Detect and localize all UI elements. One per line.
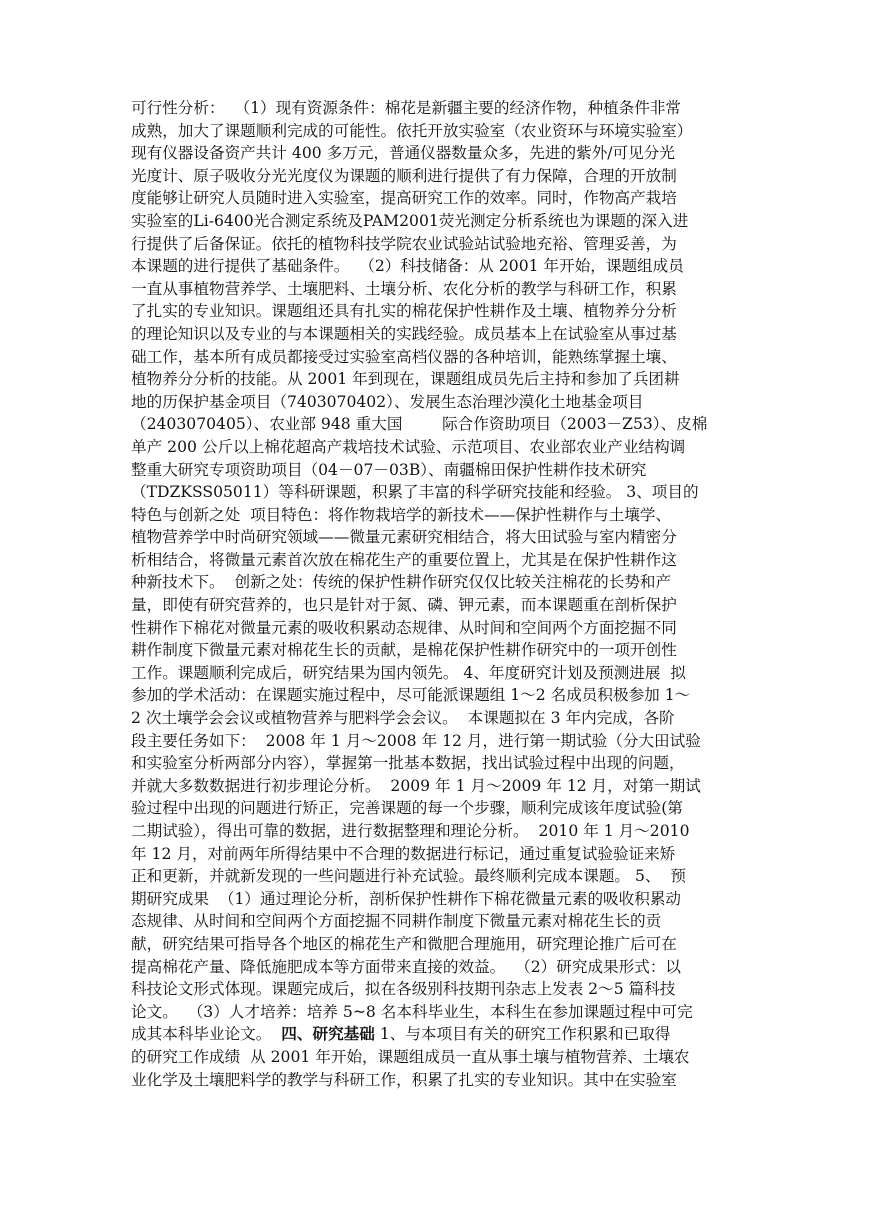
text-line: 实验室的Li-6400光合测定系统及PAM2001荧光测定分析系统也为课题的深入进	[131, 211, 689, 230]
text-line: 一直从事植物营养学、土壤肥料、土壤分析、农化分析的教学与科研工作，积累	[131, 279, 677, 298]
text-line: 态规律、从时间和空间两个方面挖掘不同耕作制度下微量元素对棉花生长的贡	[131, 912, 662, 931]
text-line: 论文。 （3）人才培养：培养 5~8 名本科毕业生，本科生在参加课题过程中可完	[131, 1002, 693, 1021]
text-line: 整重大研究专项资助项目（04－07－03B）、南疆棉田保护性耕作技术研究	[131, 460, 647, 479]
text-line: 植物养分分析的技能。从 2001 年到现在，课题组成员先后主持和参加了兵团耕	[131, 370, 680, 389]
text-line: 性耕作下棉花对微量元素的吸收积累动态规律、从时间和空间两个方面挖掘不同	[131, 618, 677, 637]
text-segment: 1、与本项目有关的研究工作积累和已取得	[379, 1025, 671, 1044]
text-line: 度能够让研究人员随时进入实验室，提高研究工作的效率。同时，作物高产栽培	[131, 189, 677, 208]
text-line: 析相结合，将微量元素首次放在棉花生产的重要位置上，尤其是在保护性耕作这	[131, 550, 677, 569]
text-line: 的研究工作成绩 从 2001 年开始，课题组成员一直从事土壤与植物营养、土壤农	[131, 1047, 690, 1066]
text-line: 行提供了后备保证。依托的植物科技学院农业试验站试验地充裕、管理妥善，为	[131, 234, 677, 253]
text-line: 特色与创新之处 项目特色：将作物栽培学的新技术——保护性耕作与土壤学、	[131, 505, 672, 524]
text-line: 献，研究结果可指导各个地区的棉花生产和微肥合理施用，研究理论推广后可在	[131, 934, 677, 953]
text-line: 的理论知识以及专业的与本课题相关的实践经验。成员基本上在试验室从事过基	[131, 324, 677, 343]
text-line: 单产 200 公斤以上棉花超高产栽培技术试验、示范项目、农业部农业产业结构调	[131, 437, 686, 456]
text-line: 现有仪器设备资产共计 400 多万元，普通仪器数量众多，先进的紫外/可见分光	[131, 144, 675, 163]
text-line: 二期试验），得出可靠的数据，进行数据整理和理论分析。 2010 年 1 月～2010	[131, 822, 690, 840]
text-line: 并就大多数数据进行初步理论分析。 2009 年 1 月～2009 年 12 月，对第一期试	[131, 776, 701, 795]
text-line	[131, 1023, 743, 1046]
text-line: 础工作，基本所有成员都接受过实验室高档仪器的各种培训，能熟练掌握土壤、	[131, 347, 677, 366]
text-line: 业化学及土壤肥料学的教学与科研工作，积累了扎实的专业知识。其中在实验室	[131, 1070, 677, 1089]
text-line: 耕作制度下微量元素对棉花生长的贡献，是棉花保护性耕作研究中的一项开创性	[131, 641, 677, 660]
text-line: 和实验室分析两部分内容），掌握第一批基本数据，找出试验过程中出现的问题，	[131, 754, 685, 773]
text-line: 可行性分析： （1）现有资源条件：棉花是新疆主要的经济作物，种植条件非常	[131, 99, 682, 117]
body-text	[131, 97, 743, 1091]
text-line: （2403070405）、农业部 948 重大国 际合作资助项目（2003－Z53）、皮棉	[131, 415, 708, 434]
text-line: 参加的学术活动：在课题实施过程中，尽可能派课题组 1～2 名成员积极参加 1～	[131, 686, 691, 705]
text-line: 期研究成果 （1）通过理论分析，剖析保护性耕作下棉花微量元素的吸收积累动	[131, 889, 682, 908]
text-line: 量，即使有研究营养的，也只是针对于氮、磷、钾元素，而本课题重在剖析保护	[131, 596, 677, 615]
text-line: 地的历保护基金项目（7403070402）、发展生态治理沙漠化土地基金项目	[131, 392, 644, 411]
text-line: 段主要任务如下： 2008 年 1 月～2008 年 12 月，进行第一期试验（分大田试验	[131, 731, 701, 750]
text-line: 2 次土壤学会会议或植物营养与肥料学会会议。 本课题拟在 3 年内完成，各阶	[131, 709, 675, 728]
text-line: 成熟，加大了课题顺利完成的可能性。依托开放实验室（农业资环与环境实验室）	[131, 121, 693, 140]
text-line: 验过程中出现的问题进行矫正，完善课题的每一个步骤，顺利完成该年度试验(第	[131, 799, 683, 818]
text-segment: 成其本科毕业论文。	[131, 1025, 272, 1044]
text-line: 了扎实的专业知识。课题组还具有扎实的棉花保护性耕作及土壤、植物养分分析	[131, 302, 677, 321]
text-line: 提高棉花产量、降低施肥成本等方面带来直接的效益。 （2）研究成果形式：以	[131, 957, 682, 976]
text-line: 光度计、原子吸收分光光度仪为课题的顺利进行提供了有力保障，合理的开放制	[131, 166, 677, 185]
section-heading: 四、研究基础	[281, 1024, 375, 1044]
text-line: 种新技术下。 创新之处：传统的保护性耕作研究仅仅比较关注棉花的长势和产	[131, 573, 672, 592]
text-line: 年 12 月，对前两年所得结果中不合理的数据进行标记，通过重复试验验证来矫	[131, 844, 676, 863]
text-line: 本课题的进行提供了基础条件。 （2）科技储备：从 2001 年开始，课题组成员	[131, 257, 684, 276]
text-line: 植物营养学中时尚研究领域——微量元素研究相结合，将大田试验与室内精密分	[131, 528, 677, 547]
text-line: 科技论文形式体现。课题完成后，拟在各级别科技期刊杂志上发表 2～5 篇科技	[131, 980, 676, 999]
text-line: 工作。课题顺利完成后，研究结果为国内领先。 4、年度研究计划及预测进展 拟	[131, 663, 686, 682]
text-line: 正和更新，并就新发现的一些问题进行补充试验。最终顺利完成本课题。 5、 预	[131, 867, 686, 886]
text-line: （TDZKSS05011）等科研课题，积累了丰富的科学研究技能和经验。 3、项目的	[131, 483, 699, 502]
